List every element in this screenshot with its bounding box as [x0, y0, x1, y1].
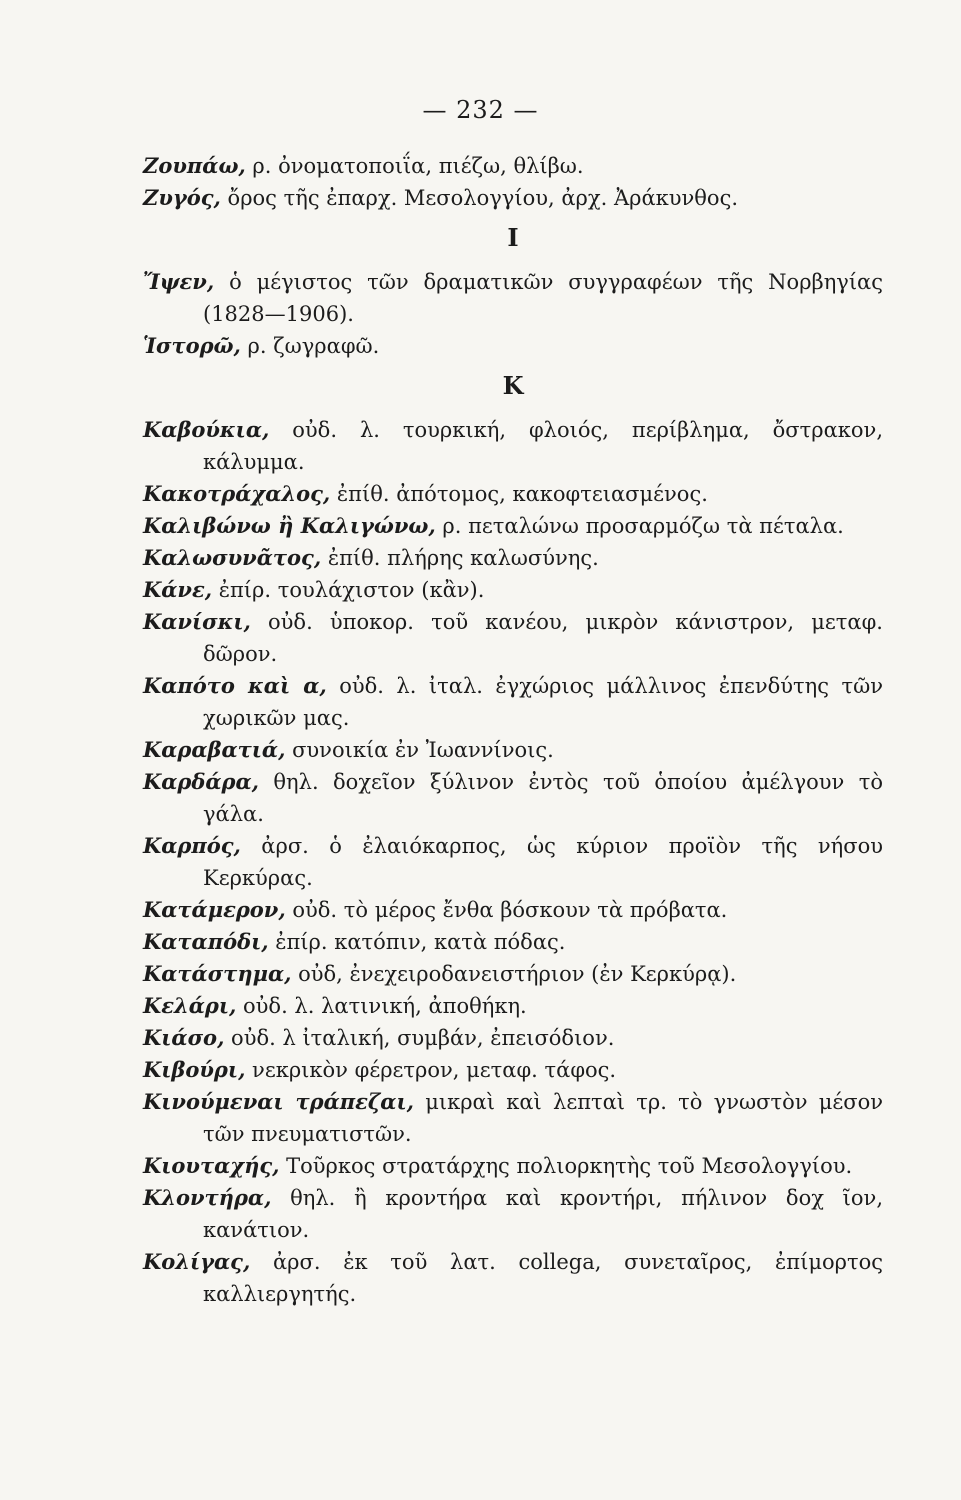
entry-headword: Κλοντήρα,: [143, 1185, 272, 1210]
entry-headword: Ἴψεν,: [143, 269, 215, 294]
entry-definition: ὁ μέγιστος τῶν δραματικῶν συγγραφέων τῆς Νορβηγίας (1828—1906).: [203, 270, 883, 326]
entry-headword: Κατάμερον,: [143, 897, 286, 922]
dictionary-entry: [143, 1246, 883, 1310]
entry-headword: Καλιβώνω ἢ Καλιγώνω,: [143, 513, 436, 538]
entry-definition: συνοικία ἐν Ἰωαννίνοις.: [285, 738, 554, 762]
entry-definition: Τοῦρκος στρατάρχης πολιορκητὴς τοῦ Μεσολογγίου.: [279, 1154, 853, 1178]
entry-definition: ἐπίρ. κατόπιν, κατὰ πόδας.: [268, 930, 566, 954]
dictionary-entry: [143, 990, 883, 1022]
entry-definition: ἐπίρ. τουλάχιστον (κἂν).: [212, 578, 485, 602]
entry-definition: οὐδ. λ ἰταλική, συμβάν, ἐπεισόδιον.: [224, 1026, 615, 1050]
dictionary-entry: [143, 1022, 883, 1054]
entry-headword: Κιβούρι,: [143, 1057, 246, 1082]
dictionary-entry: [143, 606, 883, 670]
entry-definition: θηλ. ἢ κροντήρα καὶ κροντήρι, πήλινον δοχ ῖον, κανάτιον.: [203, 1186, 883, 1242]
dictionary-entry: [143, 542, 883, 574]
entry-definition: μικραὶ καὶ λεπταὶ τρ. τὸ γνωστὸν μέσον τῶν πνευματιστῶν.: [203, 1090, 883, 1146]
entry-headword: Καραβατιά,: [143, 737, 286, 762]
entry-headword: Κιάσο,: [143, 1025, 225, 1050]
entry-definition: θηλ. δοχεῖον ξύλινον ἐντὸς τοῦ ὁποίου ἀμέλγουν τὸ γάλα.: [203, 770, 883, 826]
dictionary-entry: [143, 150, 883, 182]
dictionary-entry: [143, 830, 883, 894]
entry-definition: ρ. πεταλώνω προσαρμόζω τὰ πέταλα.: [435, 514, 844, 538]
entry-headword: Κατάστημα,: [143, 961, 292, 986]
entry-definition: νεκρικὸν φέρετρον, μεταφ. τάφος.: [245, 1058, 617, 1082]
entry-definition: ρ. ζωγραφῶ.: [240, 334, 380, 358]
entry-headword: Καλωσυνᾶτος,: [143, 545, 322, 570]
entry-headword: Καπότο καὶ α,: [143, 673, 327, 698]
entry-headword: Ζουπάω,: [143, 153, 246, 178]
entry-headword: Κάνε,: [143, 577, 213, 602]
entry-headword: Κολίγας,: [143, 1249, 251, 1274]
entry-definition: οὐδ. ὑποκορ. τοῦ κανέου, μικρὸν κάνιστρον, μεταφ. δῶρον.: [203, 610, 883, 666]
entry-headword: Κανίσκι,: [143, 609, 251, 634]
entry-definition: ἐπίθ. ἀπότομος, κακοφτειασμένος.: [330, 482, 708, 506]
entry-headword: Ζυγός,: [143, 185, 221, 210]
entry-headword: Κακοτράχαλος,: [143, 481, 331, 506]
page-number: — 232 —: [422, 96, 539, 124]
entry-definition: οὐδ. λ. ἰταλ. ἐγχώριος μάλλινος ἐπενδύτης τῶν χωρικῶν μας.: [203, 674, 883, 730]
dictionary-entry: [143, 1182, 883, 1246]
entry-definition: ἐπίθ. πλήρης καλωσύνης.: [321, 546, 599, 570]
entry-definition: ἀρσ. ἐκ τοῦ λατ. collega, συνεταῖρος, ἐπίμορτος καλλιεργητής.: [203, 1250, 883, 1306]
entry-headword: Κελάρι,: [143, 993, 237, 1018]
entry-definition: οὐδ. λ. λατινική, ἀποθήκη.: [236, 994, 527, 1018]
dictionary-entry: [143, 182, 883, 214]
dictionary-entry: [143, 1086, 883, 1150]
dictionary-entries: [143, 150, 883, 1310]
dictionary-entry: [143, 510, 883, 542]
dictionary-entry: [143, 766, 883, 830]
entry-definition: ἀρσ. ὁ ἐλαιόκαρπος, ὡς κύριον προϊὸν τῆς νήσου Κερκύρας.: [203, 834, 883, 890]
entry-headword: Καταπόδι,: [143, 929, 269, 954]
dictionary-entry: [143, 414, 883, 478]
entry-definition: ὄρος τῆς ἐπαρχ. Μεσολογγίου, ἀρχ. Ἀράκυνθος.: [220, 186, 739, 210]
dictionary-entry: [143, 958, 883, 990]
dictionary-entry: [143, 1054, 883, 1086]
dictionary-entry: [143, 1150, 883, 1182]
section-letter: Ι: [507, 223, 519, 252]
entry-headword: Κινούμεναι τράπεζαι,: [143, 1089, 414, 1114]
dictionary-entry: [143, 894, 883, 926]
dictionary-entry: [143, 478, 883, 510]
entry-headword: Καβούκια,: [143, 417, 270, 442]
entry-definition: οὐδ. λ. τουρκική, φλοιός, περίβλημα, ὄστρακον, κάλυμμα.: [203, 418, 883, 474]
entry-headword: Καρπός,: [143, 833, 241, 858]
dictionary-entry: [143, 926, 883, 958]
dictionary-entry: [143, 574, 883, 606]
dictionary-entry: [143, 330, 883, 362]
entry-definition: οὐδ. τὸ μέρος ἔνθα βόσκουν τὰ πρόβατα.: [285, 898, 728, 922]
entry-headword: Καρδάρα,: [143, 769, 259, 794]
entry-definition: ρ. ὀνοματοποιΐα, πιέζω, θλίβω.: [245, 154, 584, 178]
entry-definition: οὐδ, ἐνεχειροδανειστήριον (ἐν Κερκύρᾳ).: [291, 962, 737, 986]
dictionary-entry: [143, 266, 883, 330]
section-letter: Κ: [502, 371, 524, 400]
dictionary-entry: [143, 670, 883, 734]
dictionary-entry: [143, 734, 883, 766]
entry-headword: Ἱστορῶ,: [143, 333, 241, 358]
entry-headword: Κιουταχής,: [143, 1153, 280, 1178]
